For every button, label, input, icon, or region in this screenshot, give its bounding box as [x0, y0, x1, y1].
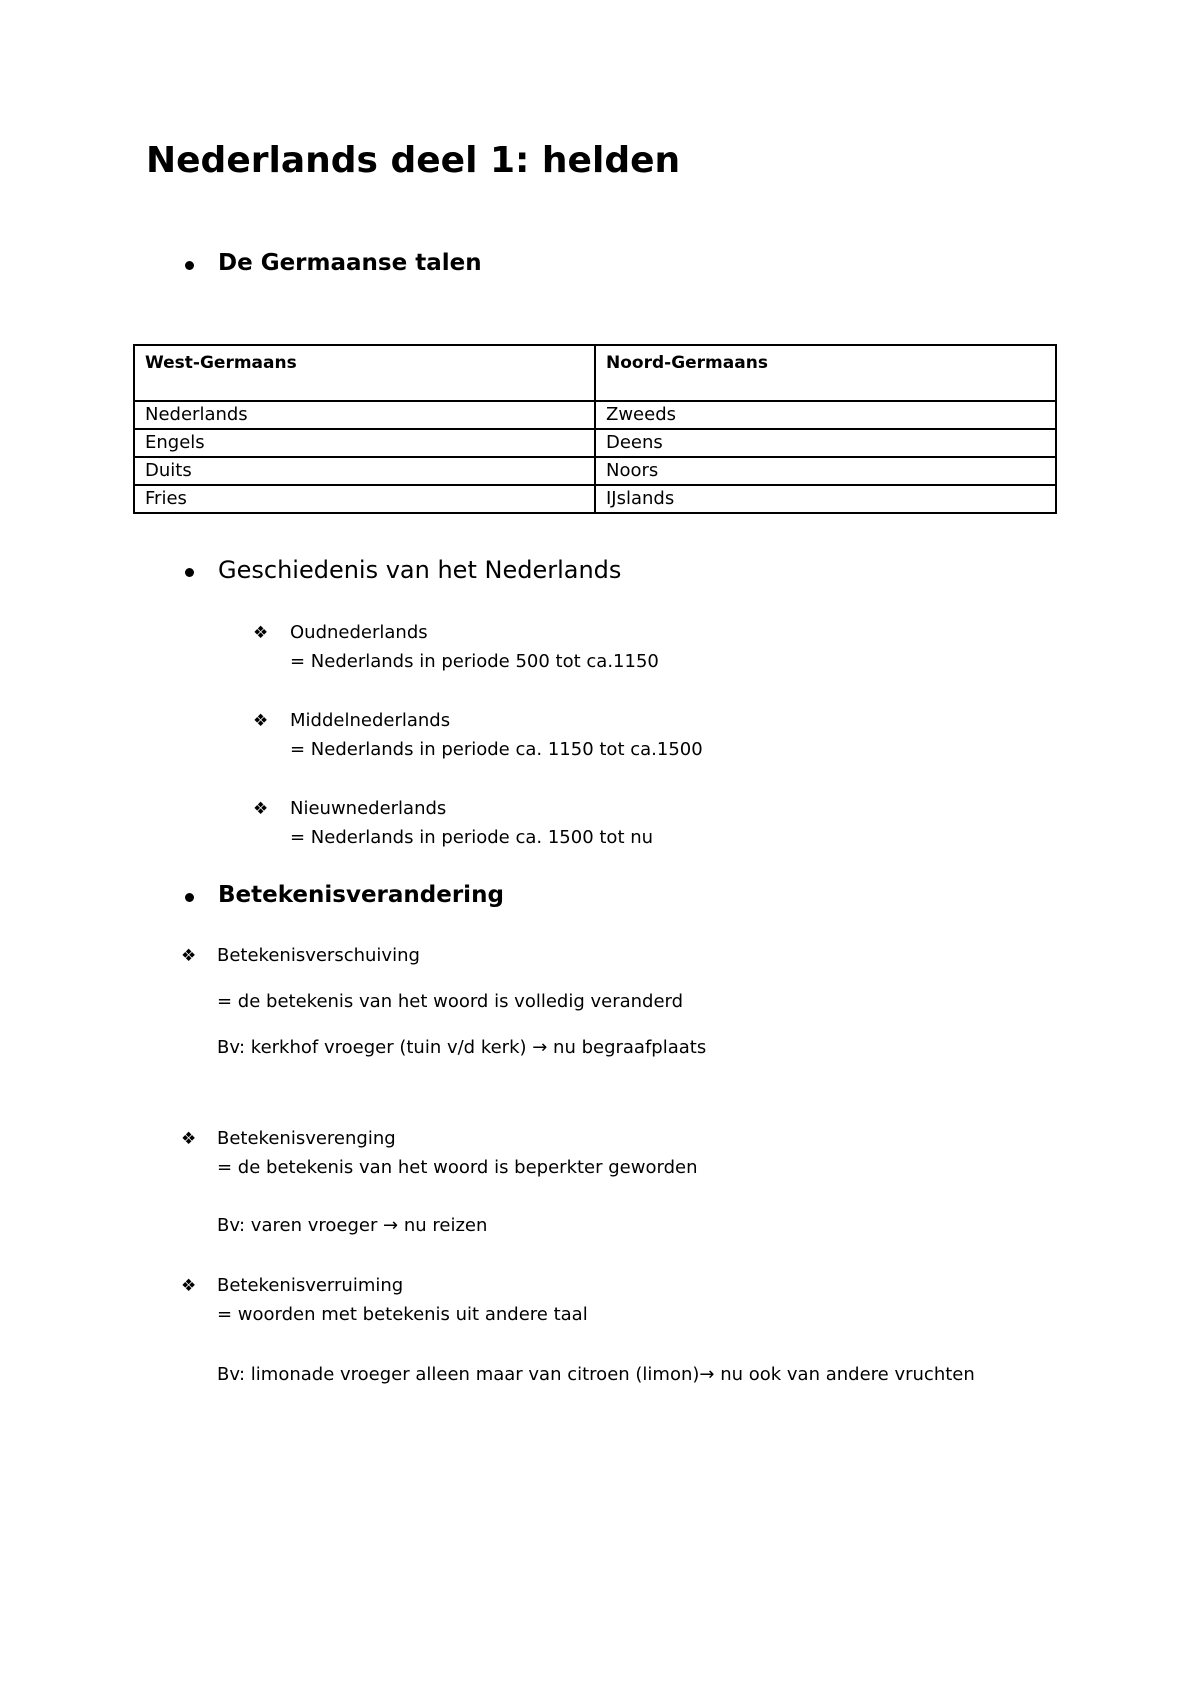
- diamond-bullet-icon: ❖: [253, 623, 269, 643]
- diamond-bullet-icon: ❖: [181, 1276, 197, 1296]
- table-row: [134, 429, 1056, 457]
- diamond-bullet-icon: ❖: [181, 946, 197, 966]
- bullet-icon: [185, 568, 194, 577]
- list-item-term: Betekenisverenging: [217, 1128, 396, 1149]
- list-item-definition: = Nederlands in periode 500 tot ca.1150: [290, 651, 659, 672]
- table-cell: IJslands: [595, 485, 1056, 513]
- table-cell: Duits: [134, 457, 595, 485]
- list-item-term: Oudnederlands: [290, 622, 428, 643]
- table-cell: Engels: [134, 429, 595, 457]
- diamond-bullet-icon: ❖: [181, 1129, 197, 1149]
- table-cell: Noors: [595, 457, 1056, 485]
- section-heading-germaanse-talen: De Germaanse talen: [218, 250, 482, 276]
- list-item-definition: = woorden met betekenis uit andere taal: [217, 1304, 588, 1325]
- diamond-bullet-icon: ❖: [253, 799, 269, 819]
- table-cell: Fries: [134, 485, 595, 513]
- bullet-icon: [185, 261, 194, 270]
- list-item-example: Bv: limonade vroeger alleen maar van citroen (limon)→ nu ook van andere vruchten: [217, 1364, 975, 1385]
- section-heading-betekenisverandering: Betekenisverandering: [218, 882, 504, 908]
- document-title: Nederlands deel 1: helden: [146, 140, 681, 181]
- list-item-example: Bv: kerkhof vroeger (tuin v/d kerk) → nu begraafplaats: [217, 1037, 707, 1058]
- bullet-icon: [185, 893, 194, 902]
- table-row: [134, 401, 1056, 429]
- table-header-cell: Noord-Germaans: [595, 345, 1056, 401]
- list-item-term: Middelnederlands: [290, 710, 451, 731]
- table-header-row: [134, 345, 1056, 401]
- list-item-definition: = de betekenis van het woord is beperkter geworden: [217, 1157, 698, 1178]
- table-cell: Nederlands: [134, 401, 595, 429]
- list-item-definition: = de betekenis van het woord is volledig veranderd: [217, 991, 684, 1012]
- list-item-definition: = Nederlands in periode ca. 1500 tot nu: [290, 827, 654, 848]
- table-row: [134, 485, 1056, 513]
- table-row: [134, 457, 1056, 485]
- list-item-term: Betekenisverruiming: [217, 1275, 404, 1296]
- list-item-example: Bv: varen vroeger → nu reizen: [217, 1215, 488, 1236]
- list-item-definition: = Nederlands in periode ca. 1150 tot ca.1500: [290, 739, 703, 760]
- section-heading-geschiedenis: Geschiedenis van het Nederlands: [218, 556, 622, 584]
- table-cell: Deens: [595, 429, 1056, 457]
- list-item-term: Nieuwnederlands: [290, 798, 447, 819]
- diamond-bullet-icon: ❖: [253, 711, 269, 731]
- languages-table: [133, 344, 1057, 514]
- table-header-cell: West-Germaans: [134, 345, 595, 401]
- table-cell: Zweeds: [595, 401, 1056, 429]
- list-item-term: Betekenisverschuiving: [217, 945, 420, 966]
